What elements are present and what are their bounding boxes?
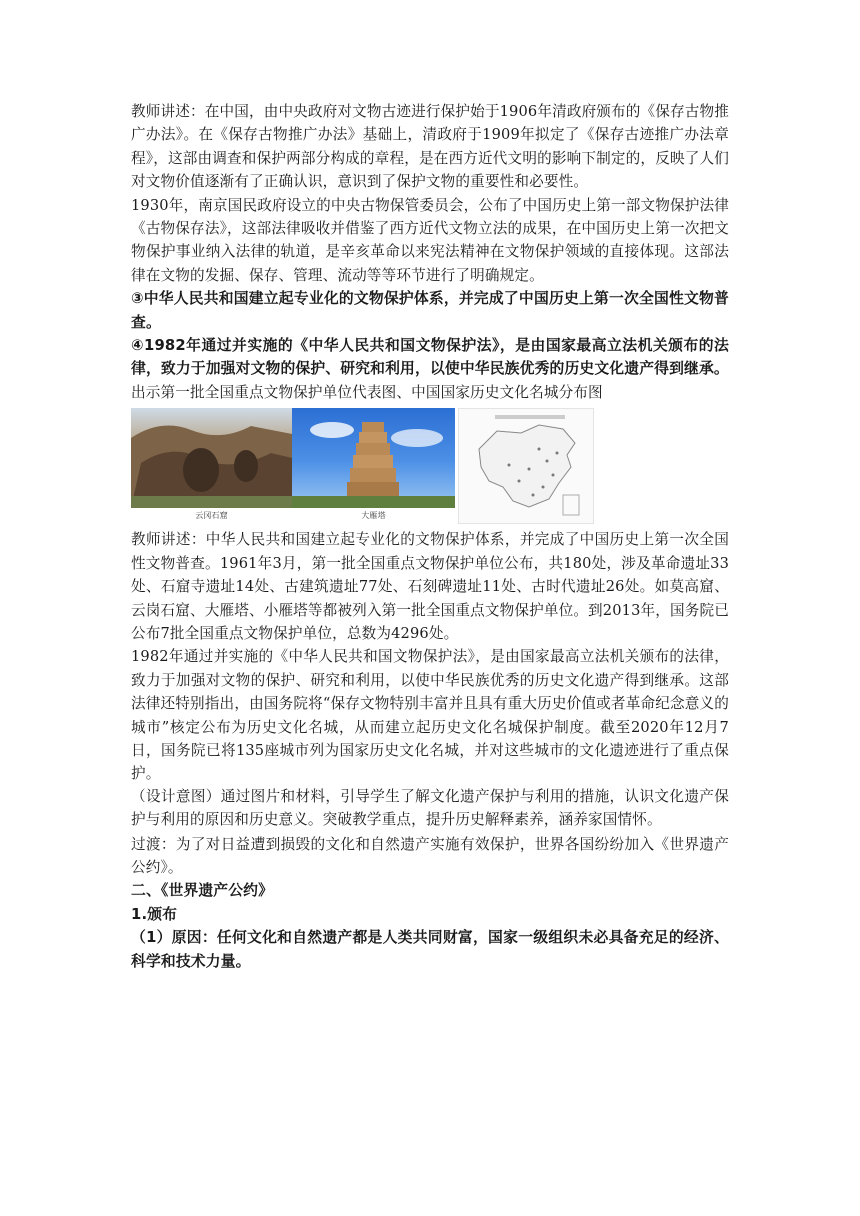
subsection-heading-1: 1.颁布 [131,905,178,923]
document-body [131,100,729,973]
transition-text: 过渡：为了对日益遭到损毁的文化和自然遗产实施有效保护，世界各国纷纷加入《世界遗产公约》。 [131,835,729,876]
figure-intro-text: 出示第一批全国重点文物保护单位代表图、中国国家历史文化名城分布图 [131,383,603,401]
figure-row [131,408,729,524]
paragraph-teacher-intro: 教师讲述：在中国，由中央政府对文物古迹进行保护始于1906年清政府颁布的《保存古物推广办法》。在《保存古物推广办法》基础上，清政府于1909年拟定了《保存古迹推广办法章程》，这部由调查和保护两部分构成的章程，是在西方近代文明的影响下制定的，反映了人们对文物价值逐渐有了正确认识，意识到了保护文物的重要性和必要性。 [131,103,730,191]
big-wild-goose-pagoda-photo [292,408,455,524]
pagoda-icon [292,408,455,508]
section-heading-2: 二、《世界遗产公约》 [131,882,274,900]
grottoes-rock-icon [131,408,292,508]
yungang-grottoes-photo [131,408,292,524]
reason-heading: （1）原因：任何文化和自然遗产都是人类共同财富，国家一级组织未必具备充足的经济、科学和技术力量。 [131,929,729,970]
paragraph-1930-law: 1930年，南京国民政府设立的中央古物保管委员会，公布了中国历史上第一部文物保护法律《古物保存法》，这部法律吸收并借鉴了西方近代文物立法的成果，在中国历史上第一次把文物保护事业纳入法律的轨道，是辛亥革命以来宪法精神在文物保护领域的直接体现。这部法律在文物的发掘、保存、管理、流动等等环节进行了明确规定。 [131,196,730,284]
paragraph-prc-protection: 教师讲述：中华人民共和国建立起专业化的文物保护体系，并完成了中国历史上第一次全国性文物普查。1961年3月，第一批全国重点文物保护单位公布，共180处，涉及革命遗址33处、石窟寺遗址14处、古建筑遗址77处、石刻碑遗址11处、古时代遗址26处。如莫高窟、云岗石窟、大雁塔、小雁塔等都被列入第一批全国重点文物保护单位。到2013年，国务院已公布7批全国重点文物保护单位，总数为4296处。 [131,531,730,642]
pagoda-caption: 大雁塔 [292,508,455,524]
historic-cities-map [458,408,594,524]
design-intent: （设计意图）通过图片和材料，引导学生了解文化遗产保护与利用的措施，认识文化遗产保护与利用的原因和历史意义。突破教学重点，提升历史解释素养，涵养家国情怀。 [131,788,729,829]
paragraph-1982-law: 1982年通过并实施的《中华人民共和国文物保护法》，是由国家最高立法机关颁布的法律，致力于加强对文物的保护、研究和利用，以使中华民族优秀的历史文化遗产得到继承。这部法律还特别指出，由国务院将“保存文物特别丰富并且具有重大历史价值或者革命纪念意义的城市”核定公布为历史文化名城，从而建立起历史文化名城保护制度。截至2020年12月7日，国务院已将135座城市列为国家历史文化名城，并对这些城市的文化遗迹进行了重点保护。 [131,648,729,783]
point-4-heading: ④1982年通过并实施的《中华人民共和国文物保护法》，是由国家最高立法机关颁布的法律，致力于加强对文物的保护、研究和利用，以使中华民族优秀的历史文化遗产得到继承。 [131,337,729,378]
china-map-icon [459,409,593,523]
point-3-heading: ③中华人民共和国建立起专业化的文物保护体系，并完成了中国历史上第一次全国性文物普查。 [131,290,729,331]
grottoes-caption: 云冈石窟 [131,508,292,524]
